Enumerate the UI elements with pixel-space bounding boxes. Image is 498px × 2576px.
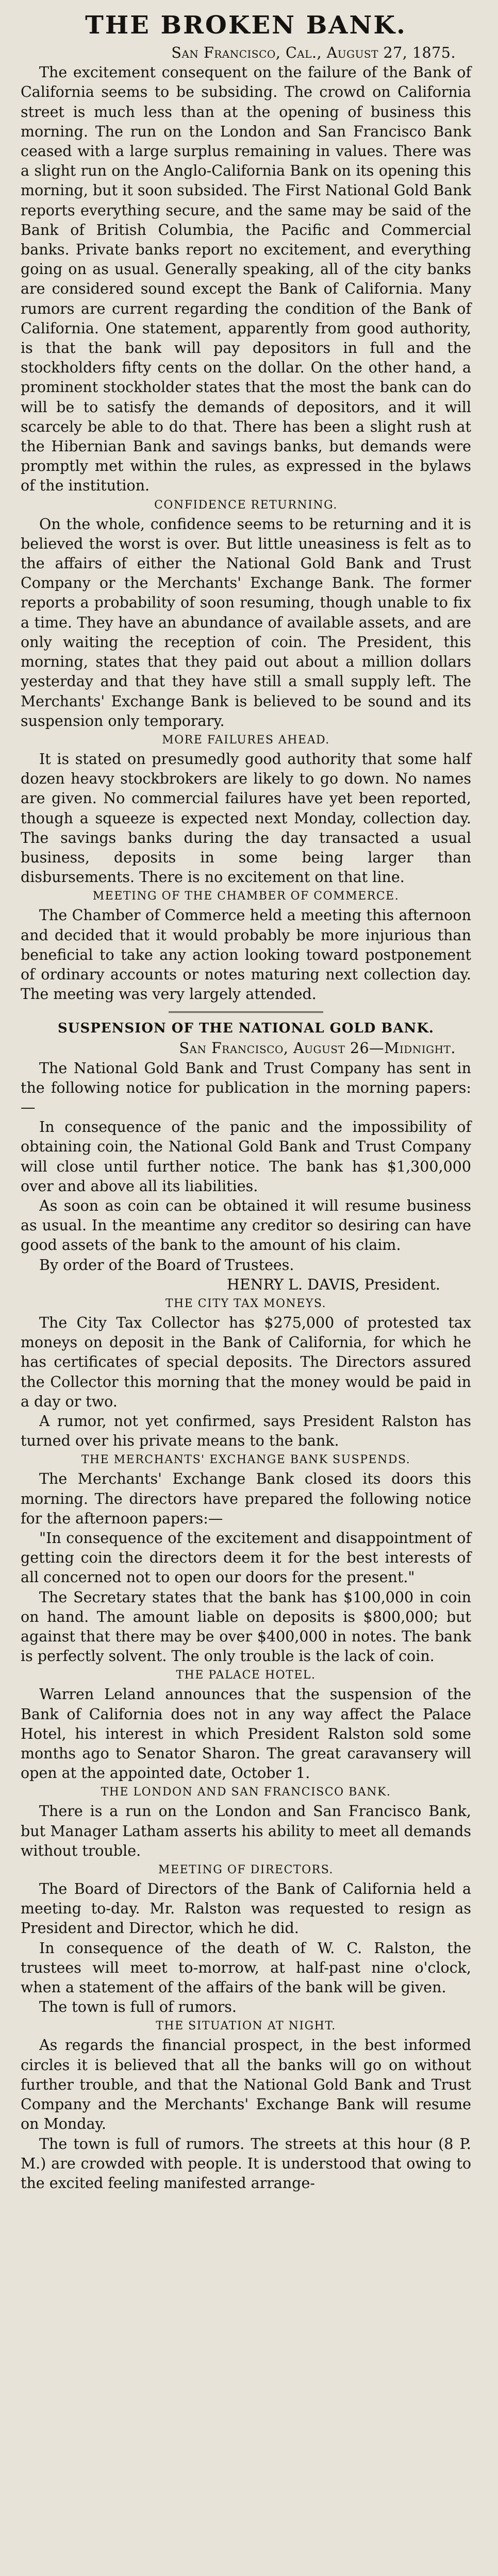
paragraph: There is a run on the London and San Francisco Bank, but Manager Latham asserts his ability to meet all demands without trouble. xyxy=(21,1803,471,1859)
paragraph: It is stated on presumedly good authority that some half dozen heavy stockbrokers are likely to go down. No names are given. No commercial failures have yet been reported, though a squeeze is expected next Monday, collection day. The savings banks during the day transacted a usual business, deposits in some being larger than disbursements. There is no excitement on that line. xyxy=(21,750,471,886)
headline: THE BROKEN BANK. xyxy=(85,11,407,40)
paragraph: The Board of Directors of the Bank of California held a meeting to-day. Mr. Ralston was requested to resign as President and Director, which he did. xyxy=(21,1880,471,1937)
paragraph: The Secretary states that the bank has $100,000 in coin on hand. The amount liable on deposits is $800,000; but against that there may be over $400,000 in notes. The bank is perfectly solvent. The only trouble is the lack of coin. xyxy=(21,1588,471,1665)
subhead-directors: MEETING OF DIRECTORS. xyxy=(158,1863,334,1877)
subhead-merchants: THE MERCHANTS' EXCHANGE BANK SUSPENDS. xyxy=(81,1453,411,1467)
signature: HENRY L. DAVIS, President. xyxy=(227,1276,440,1293)
dateline: San Francisco, August 26—Midnight. xyxy=(179,1040,456,1057)
paragraph: A rumor, not yet confirmed, says President Ralston has turned over his private means to the bank. xyxy=(21,1413,471,1450)
paragraph: "In consequence of the excitement and disappointment of getting coin the directors deem it for the best interests of all concerned not to open our doors for the present." xyxy=(21,1530,471,1586)
paragraph: In consequence of the death of W. C. Ralston, the trustees will meet to-morrow, at half-past nine o'clock, when a statement of the affairs of the bank will be given. xyxy=(21,1939,471,1996)
subhead-night: THE SITUATION AT NIGHT. xyxy=(156,2020,336,2033)
paragraph: As regards the financial prospect, in the best informed circles it is believed that all the banks will go on without further trouble, and that the National Gold Bank and Trust Company and the Merchants' Exchange Bank will resume on Monday. xyxy=(21,2037,471,2133)
section-divider xyxy=(169,1011,323,1013)
paragraph: The Chamber of Commerce held a meeting this afternoon and decided that it would probably be more injurious than beneficial to take any action looking toward postponement of ordinary accounts or notes maturing next collection day. The meeting was very largely attended. xyxy=(21,907,471,1003)
subhead-london: THE LONDON AND SAN FRANCISCO BANK. xyxy=(101,1786,391,1799)
subhead-palace: THE PALACE HOTEL. xyxy=(176,1669,316,1682)
paragraph: The National Gold Bank and Trust Company has sent in the following notice for publication in the morning papers:— xyxy=(21,1059,471,1116)
paragraph: On the whole, confidence seems to be returning and it is believed the worst is over. But little uneasiness is felt as to the affairs of either the National Gold Bank and Trust Company or the Merchants' Exchange Bank. The former reports a probability of soon resuming, though unable to fix a time. They have an abundance of available assets, and are only waiting the reception of coin. The President, this morning, states that they paid out about a million dollars yesterday and that they have still a small supply left. The Merchants' Exchange Bank is believed to be sound and its suspension only temporary. xyxy=(21,515,471,730)
subhead-suspension: SUSPENSION OF THE NATIONAL GOLD BANK. xyxy=(58,1021,434,1037)
paragraph: Warren Leland announces that the suspension of the Bank of California does not in any way affect the Palace Hotel, his interest in which President Ralston sold some months ago to Senator Sharon. The great caravansery will open at the appointed date, October 1. xyxy=(21,1686,471,1782)
dateline: San Francisco, Cal., August 27, 1875. xyxy=(171,44,456,61)
subhead-confidence: CONFIDENCE RETURNING. xyxy=(154,498,338,512)
subhead-failures: MORE FAILURES AHEAD. xyxy=(162,733,330,747)
paragraph: The City Tax Collector has $275,000 of protested tax moneys on deposit in the Bank of California, for which he has certificates of special deposits. The Directors assured the Collector this morning that the money would be paid in a day or two. xyxy=(21,1314,471,1410)
paragraph: In consequence of the panic and the impossibility of obtaining coin, the National Gold Bank and Trust Company will close until further notice. The bank has $1,300,000 over and above all its liabilities. xyxy=(21,1118,471,1195)
paragraph: As soon as coin can be obtained it will resume business as usual. In the meantime any creditor so desiring can have good assets of the bank to the amount of his claim. xyxy=(21,1197,471,1254)
paragraph: The town is full of rumors. xyxy=(39,1998,237,2016)
paragraph: The town is full of rumors. The streets at this hour (8 P. M.) are crowded with people. It is understood that owing to the excited feeling manifested arrange- xyxy=(21,2135,471,2192)
paragraph: The Merchants' Exchange Bank closed its doors this morning. The directors have prepared the following notice for the afternoon papers:— xyxy=(21,1470,471,1527)
paragraph: The excitement consequent on the failure of the Bank of California seems to be subsiding. The crowd on California street is much less than at the opening of business this morning. The run on the London and San Francisco Bank ceased with a large surplus remaining in values. There was a slight run on the Anglo-California Bank on its opening this morning, but it soon subsided. The First National Gold Bank reports everything secure, and the same may be said of the Bank of British Columbia, the Pacific and Commercial banks. Private banks report no excitement, and everything going on as usual. Generally speaking, all of the city banks are considered sound except the Bank of California. Many rumors are current regarding the condition of the Bank of California. One statement, apparently from good authority, is that the bank will pay depositors in full and the stockholders fifty cents on the dollar. On the other hand, a prominent stockholder states that the most the bank can do will be to satisfy the demands of depositors, and it will scarcely be able to do that. There has been a slight rush at the Hibernian Bank and savings banks, but demands were promptly met within the rules, as expressed in the bylaws of the institution. xyxy=(21,64,471,495)
paragraph: By order of the Board of Trustees. xyxy=(39,1256,294,1274)
subhead-tax: THE CITY TAX MONEYS. xyxy=(165,1297,327,1310)
subhead-chamber: MEETING OF THE CHAMBER OF COMMERCE. xyxy=(92,890,400,903)
